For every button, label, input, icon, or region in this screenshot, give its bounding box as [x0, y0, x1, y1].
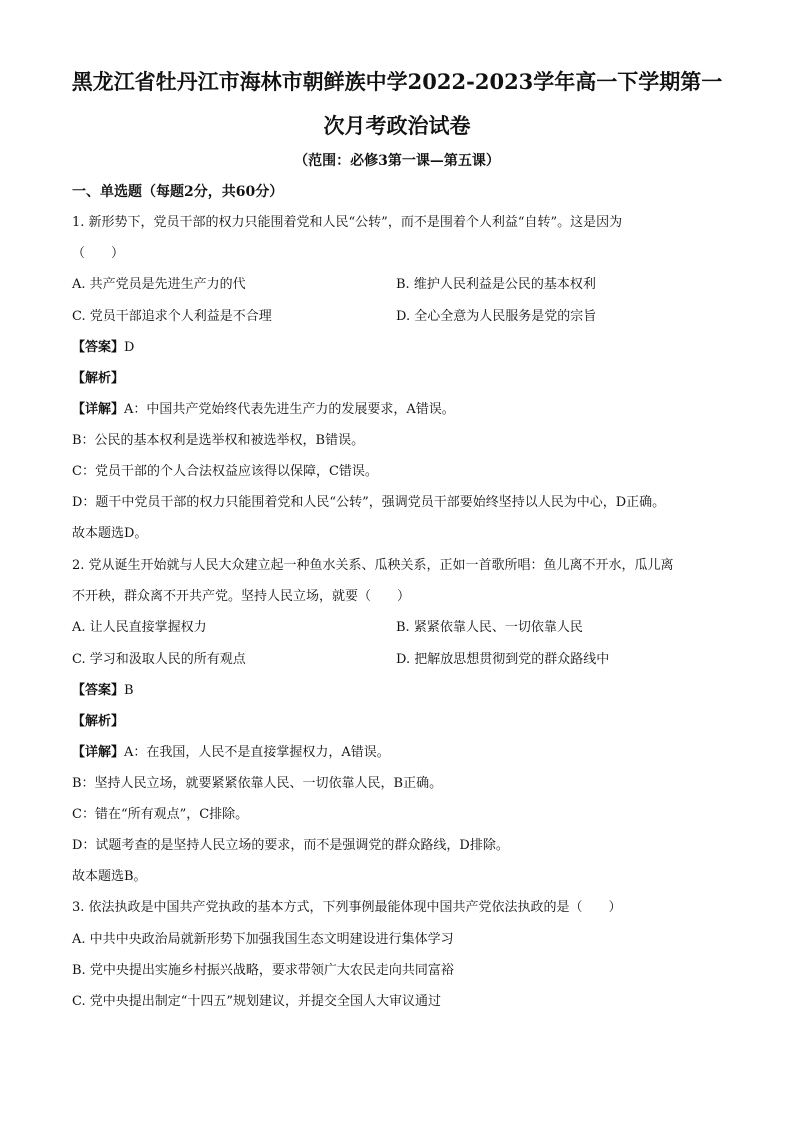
q2-stem-line-1: 2. 党从诞生开始就与人民大众建立起一种鱼水关系、瓜秧关系，正如一首歌所唱：鱼儿离不开水，瓜儿离 [72, 558, 674, 573]
q1-detail-b: B：公民的基本权利是选举权和被选举权，B错误。 [72, 433, 365, 448]
q1-detail-c: C：党员干部的个人合法权益应该得以保障，C错误。 [72, 464, 378, 479]
q2-analysis-tag: 【解析】 [72, 714, 125, 729]
detail-tag: 【详解】 [72, 745, 125, 760]
q2-detail-b: B：坚持人民立场，就要紧紧依靠人民、一切依靠人民，B正确。 [72, 776, 443, 791]
q1-conclusion: 故本题选D。 [72, 526, 148, 541]
q1-answer [72, 339, 732, 357]
q1-option-c: C. 党员干部追求个人利益是不合理 [72, 309, 272, 324]
q1-option-a: A. 共产党员是先进生产力的代 [72, 277, 246, 292]
q2-answer [72, 682, 732, 700]
page-subtitle: （范围：必修3第一课—第五课） [294, 153, 500, 169]
q2-option-d: D. 把解放思想贯彻到党的群众路线中 [396, 652, 610, 667]
detail-text: A：在我国，人民不是直接掌握权力，A错误。 [124, 745, 390, 760]
q1-option-b: B. 维护人民利益是公民的基本权利 [396, 277, 596, 292]
answer-value: B [124, 683, 134, 698]
q2-conclusion: 故本题选B。 [72, 869, 147, 884]
page-title-line-2: 次月考政治试卷 [323, 113, 471, 138]
q1-stem-line-2: （ ） [72, 246, 125, 261]
q2-option-a: A. 让人民直接掌握权力 [72, 620, 207, 635]
answer-value: D [124, 340, 135, 355]
q3-option-b: B. 党中央提出实施乡村振兴战略，要求带领广大农民走向共同富裕 [72, 963, 454, 978]
q1-stem-line-1: 1. 新形势下，党员干部的权力只能围着党和人民“公转”，而不是围着个人利益“自转”。这是因为 [72, 215, 623, 230]
page-title-line-1: 黑龙江省牡丹江市海林市朝鲜族中学2022-2023学年高一下学期第一 [71, 69, 723, 94]
q1-analysis-tag: 【解析】 [72, 371, 125, 386]
q2-stem-line-2: 不开秧，群众离不开共产党。坚持人民立场，就要（ ） [72, 589, 411, 604]
q2-detail-c: C：错在“所有观点”，C排除。 [72, 807, 249, 822]
q2-option-c: C. 学习和汲取人民的所有观点 [72, 652, 246, 667]
q3-stem: 3. 依法执政是中国共产党执政的基本方式，下列事例最能体现中国共产党依法执政的是（ ） [72, 900, 622, 915]
q1-detail-d: D：题干中党员干部的权力只能围着党和人民“公转”，强调党员干部要始终坚持以人民为中心，D正确。 [72, 495, 666, 510]
q1-option-d: D. 全心全意为人民服务是党的宗旨 [396, 309, 597, 324]
q3-option-c: C. 党中央提出制定“十四五”规划建议，并提交全国人大审议通过 [72, 994, 442, 1009]
q2-option-b: B. 紧紧依靠人民、一切依靠人民 [396, 620, 583, 635]
answer-tag: 【答案】 [72, 340, 125, 355]
q2-detail-d: D：试题考查的是坚持人民立场的要求，而不是强调党的群众路线，D排除。 [72, 838, 509, 853]
detail-text: A：中国共产党始终代表先进生产力的发展要求，A错误。 [124, 402, 455, 417]
q1-detail-a [72, 401, 732, 419]
detail-tag: 【详解】 [72, 402, 125, 417]
q2-detail-a [72, 744, 732, 762]
q3-option-a: A. 中共中央政治局就新形势下加强我国生态文明建设进行集体学习 [72, 932, 454, 947]
section-heading: 一、单选题（每题2分，共60分） [72, 184, 284, 200]
answer-tag: 【答案】 [72, 683, 125, 698]
